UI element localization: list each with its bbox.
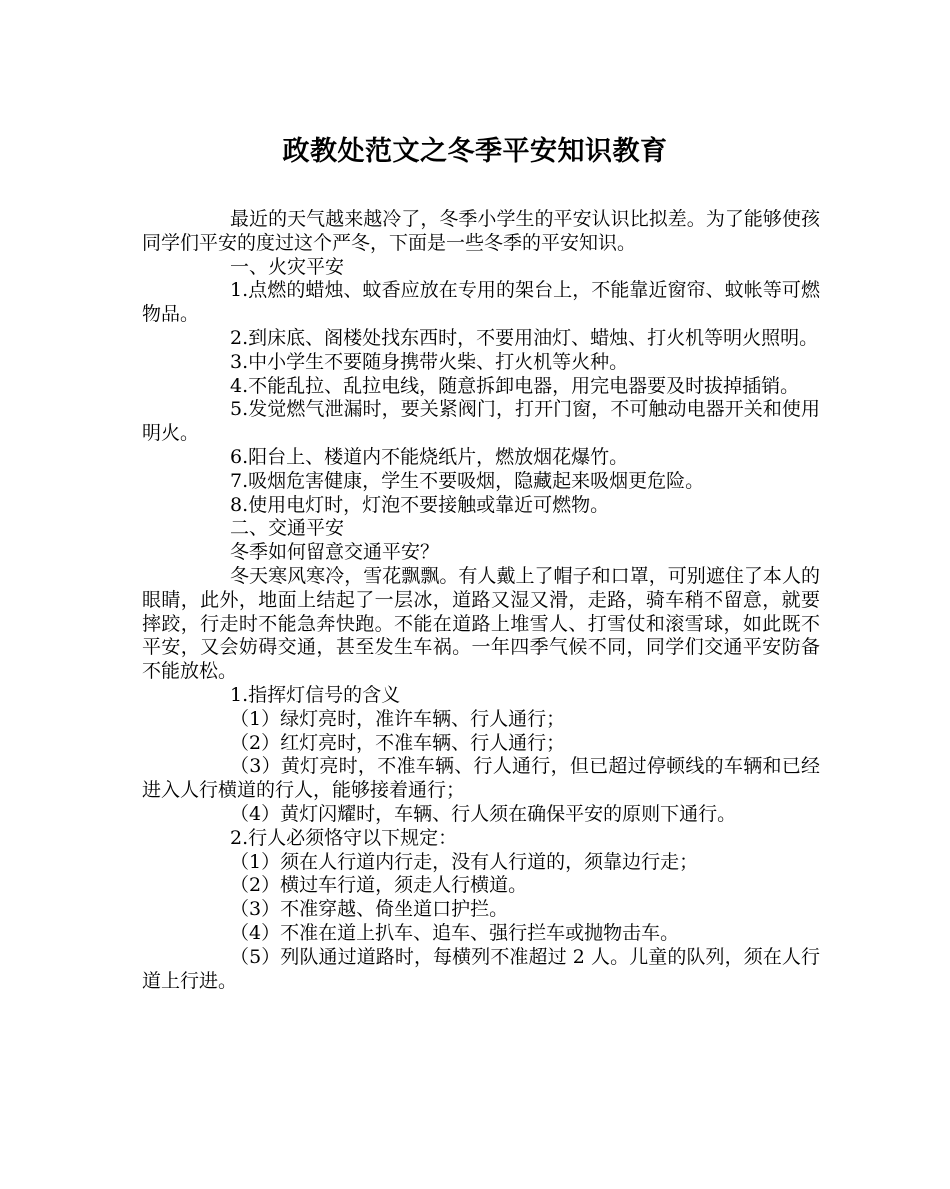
paragraph-rule-2: （2）横过车行道，须走人行横道。: [230, 874, 528, 897]
paragraph-intro: 最近的天气越来越冷了，冬季小学生的平安认识比拟差。为了能够使孩同学们平安的度过这个严冬，下面是一些冬季的平安知识。: [142, 208, 820, 254]
paragraph-signal-4: （4）黄灯闪耀时，车辆、行人须在确保平安的原则下通行。: [230, 802, 737, 825]
paragraph-fire-7: 7.吸烟危害健康，学生不要吸烟，隐藏起来吸烟更危险。: [230, 469, 705, 492]
section-heading-traffic-safety: 二、交通平安: [230, 517, 345, 540]
paragraph-rule-1: （1）须在人行道内行走，没有人行道的，须靠边行走；: [230, 850, 699, 873]
document-title: 政教处范文之冬季平安知识教育: [282, 136, 668, 167]
document-body: [142, 208, 820, 993]
paragraph-fire-2: 2.到床底、阁楼处找东西时，不要用油灯、蜡烛、打火机等明火照明。: [230, 326, 819, 349]
paragraph-fire-4: 4.不能乱拉、乱拉电线，随意拆卸电器，用完电器要及时拔掉插销。: [230, 374, 800, 397]
paragraph-traffic-question: 冬季如何留意交通平安？: [230, 541, 440, 564]
paragraph-fire-3: 3.中小学生不要随身携带火柴、打火机等火种。: [230, 350, 629, 373]
paragraph-fire-5: 5.发觉燃气泄漏时，要关紧阀门，打开门窗，不可触动电器开关和使用明火。: [142, 398, 820, 445]
paragraph-fire-1: 1.点燃的蜡烛、蚊香应放在专用的架台上，不能靠近窗帘、蚊帐等可燃物品。: [142, 279, 820, 326]
paragraph-fire-6: 6.阳台上、楼道内不能烧纸片，燃放烟花爆竹。: [230, 445, 629, 468]
paragraph-signal-3: （3）黄灯亮时，不准车辆、行人通行，但已超过停顿线的车辆和已经进入人行横道的行人，能够接着通行；: [142, 755, 820, 802]
paragraph-fire-8: 8.使用电灯时，灯泡不要接触或靠近可燃物。: [230, 493, 610, 516]
paragraph-rule-4: （4）不准在道上扒车、追车、强行拦车或抛物击车。: [230, 921, 680, 944]
paragraph-traffic-winter: 冬天寒风寒冷，雪花飘飘。有人戴上了帽子和口罩，可别遮住了本人的眼睛，此外，地面上结起了一层冰，道路又湿又滑，走路，骑车稍不留意，就要摔跤，行走时不能急奔快跑。不能在道路上堆雪人、打雪仗和滚雪球，如此既不平安，又会妨碍交通，甚至发生车祸。一年四季气候不同，同学们交通平安防备不能放松。: [142, 564, 820, 683]
paragraph-rule-5: （5）列队通过道路时，每横列不准超过 2 人。儿童的队列，须在人行道上行进。: [142, 945, 820, 992]
section-heading-fire-safety: 一、火灾平安: [230, 255, 345, 278]
paragraph-signal-2: （2）红灯亮时，不准车辆、行人通行；: [230, 731, 566, 754]
paragraph-signal-1: （1）绿灯亮时，准许车辆、行人通行；: [230, 707, 566, 730]
subheading-signal-lights: 1.指挥灯信号的含义: [230, 683, 401, 706]
paragraph-rule-3: （3）不准穿越、倚坐道口护拦。: [230, 898, 509, 921]
subheading-pedestrian-rules: 2.行人必须恪守以下规定：: [230, 826, 458, 849]
